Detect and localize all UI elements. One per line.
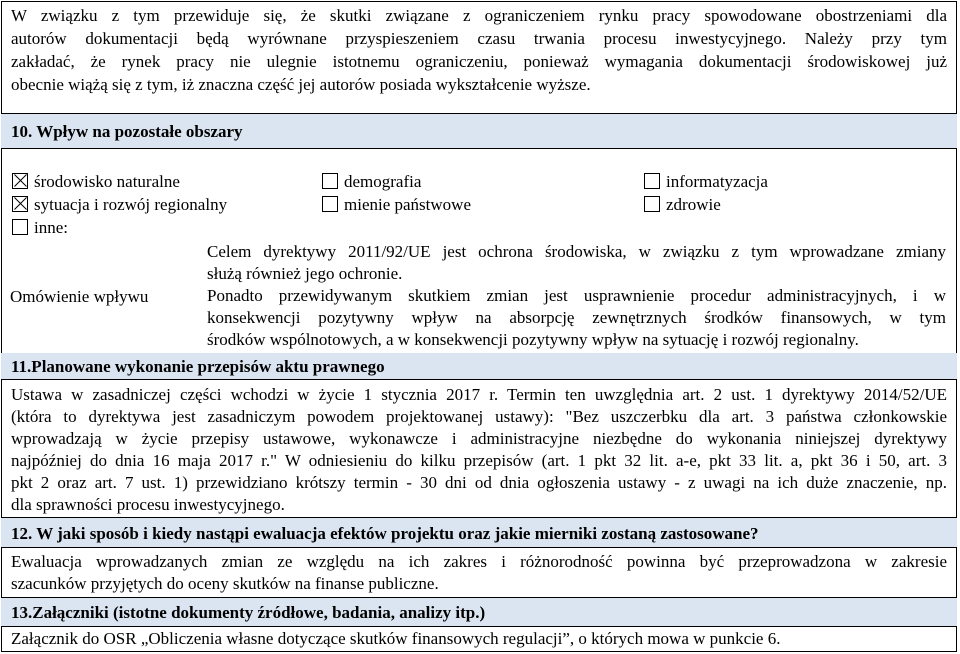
impact-line: konsekwencji pozytywny wpływ na absorpcję zewnętrznych środków finansowych, w tym [207, 308, 946, 327]
checked-checkbox-icon[interactable] [12, 196, 28, 212]
section-12-body [1, 548, 957, 598]
section-11-title: 11.Planowane wykonanie przepisów aktu prawnego [11, 357, 385, 376]
option-label: mienie państwowe [344, 195, 471, 214]
section-10-header [1, 113, 957, 149]
attachment-text: Załącznik do OSR „Obliczenia własne dotyczące skutków finansowych regulacji”, o których mowa w punkcie 6. [11, 629, 781, 648]
option-sytuacja[interactable] [12, 194, 227, 216]
checkbox-icon[interactable] [322, 196, 338, 212]
section-13-body [1, 627, 957, 652]
option-demografia[interactable] [322, 171, 421, 193]
impact-label: Omówienie wpływu [10, 287, 149, 306]
impact-line: Celem dyrektywy 2011/92/UE jest ochrona środowiska, w związku z tym wprowadzane zmiany [207, 242, 946, 261]
section-10-title: 10. Wpływ na pozostałe obszary [11, 122, 243, 141]
intro-section [1, 1, 957, 113]
option-label: zdrowie [666, 195, 721, 214]
body-line: pkt 2 oraz art. 7 ust. 1) przewidziano krótszy termin - 30 dni od dnia ogłoszenia ustawy - z uwagi na ich duże znaczenie, np. [11, 473, 947, 492]
option-srodowisko[interactable] [12, 171, 180, 193]
checkbox-icon[interactable] [322, 173, 338, 189]
body-line: Ewaluacja wprowadzanych zmian ze względu na ich zakres i różnorodność powinna być przeprowadzona w zakresie [11, 552, 947, 571]
impact-line: Ponadto przewidywanym skutkiem zmian jest usprawnienie procedur administracyjnych, i w [207, 286, 946, 305]
option-label: środowisko naturalne [34, 172, 180, 191]
option-mienie[interactable] [322, 194, 471, 216]
body-line: dla sprawności procesu inwestycyjnego. [11, 495, 285, 514]
body-line: (która to dyrektywa jest zasadniczym powodem projektowanej ustawy): "Bez uszczerbku dla art. 3 państwa członkowskie [11, 407, 947, 426]
section-12-title: 12. W jaki sposób i kiedy nastąpi ewaluacja efektów projektu oraz jakie mierniki zostaną zastosowane? [11, 524, 759, 543]
intro-line: autorów dokumentacji będą wyrównane przyspieszeniem czasu trwania procesu inwestycyjnego. Należy przy tym [11, 29, 947, 48]
section-12-header [1, 518, 957, 548]
intro-line: obecnie wiążą się z tym, iż znaczna część jej autorów posiada wykształcenie wyższe. [11, 75, 591, 94]
checkbox-icon[interactable] [644, 173, 660, 189]
section-13-header [1, 598, 957, 627]
body-line: Ustawa w zasadniczej części wchodzi w życie 1 stycznia 2017 r. Termin ten uwzględnia art. 2 ust. 1 dyrektywy 2014/52/UE [11, 385, 947, 404]
checked-checkbox-icon[interactable] [12, 173, 28, 189]
option-label: sytuacja i rozwój regionalny [34, 195, 228, 214]
option-inne[interactable] [12, 217, 68, 239]
option-zdrowie[interactable] [644, 194, 721, 216]
impact-line: służą również jego ochronie. [207, 264, 403, 283]
section-11-header [1, 353, 957, 380]
intro-line: zakładać, że rynek pracy nie ulegnie istotnemu ograniczeniu, ponieważ wymagania dokumentacji środowiskowej już [11, 52, 947, 71]
section-13-title: 13.Załączniki (istotne dokumenty źródłowe, badania, analizy itp.) [11, 603, 486, 622]
option-label: demografia [344, 172, 422, 191]
checkbox-icon[interactable] [12, 219, 28, 235]
checkbox-icon[interactable] [644, 196, 660, 212]
body-line: najpóźniej do dnia 16 maja 2017 r." W odniesieniu do kilku przepisów (art. 1 pkt 32 lit. a-e, pkt 33 lit. a, pkt 36 i 50, art. 3 [11, 451, 947, 470]
body-line: wprowadzają w życie przepisy ustawowe, wykonawcze i administracyjne niezbędne do wykonania niniejszej dyrektywy [11, 429, 947, 448]
body-line: szacunków przyjętych do oceny skutków na finanse publiczne. [11, 574, 439, 593]
option-label: informatyzacja [666, 172, 768, 191]
option-label: inne: [34, 218, 68, 237]
option-informatyzacja[interactable] [644, 171, 768, 193]
impact-line: środków wspólnotowych, a w konsekwencji pozytywny wpływ na sytuację i rozwój regionalny. [207, 330, 859, 349]
intro-line: W związku z tym przewiduje się, że skutki związane z ograniczeniem rynku pracy spowodowane obostrzeniami dla [11, 6, 947, 25]
section-11-body [1, 380, 957, 518]
